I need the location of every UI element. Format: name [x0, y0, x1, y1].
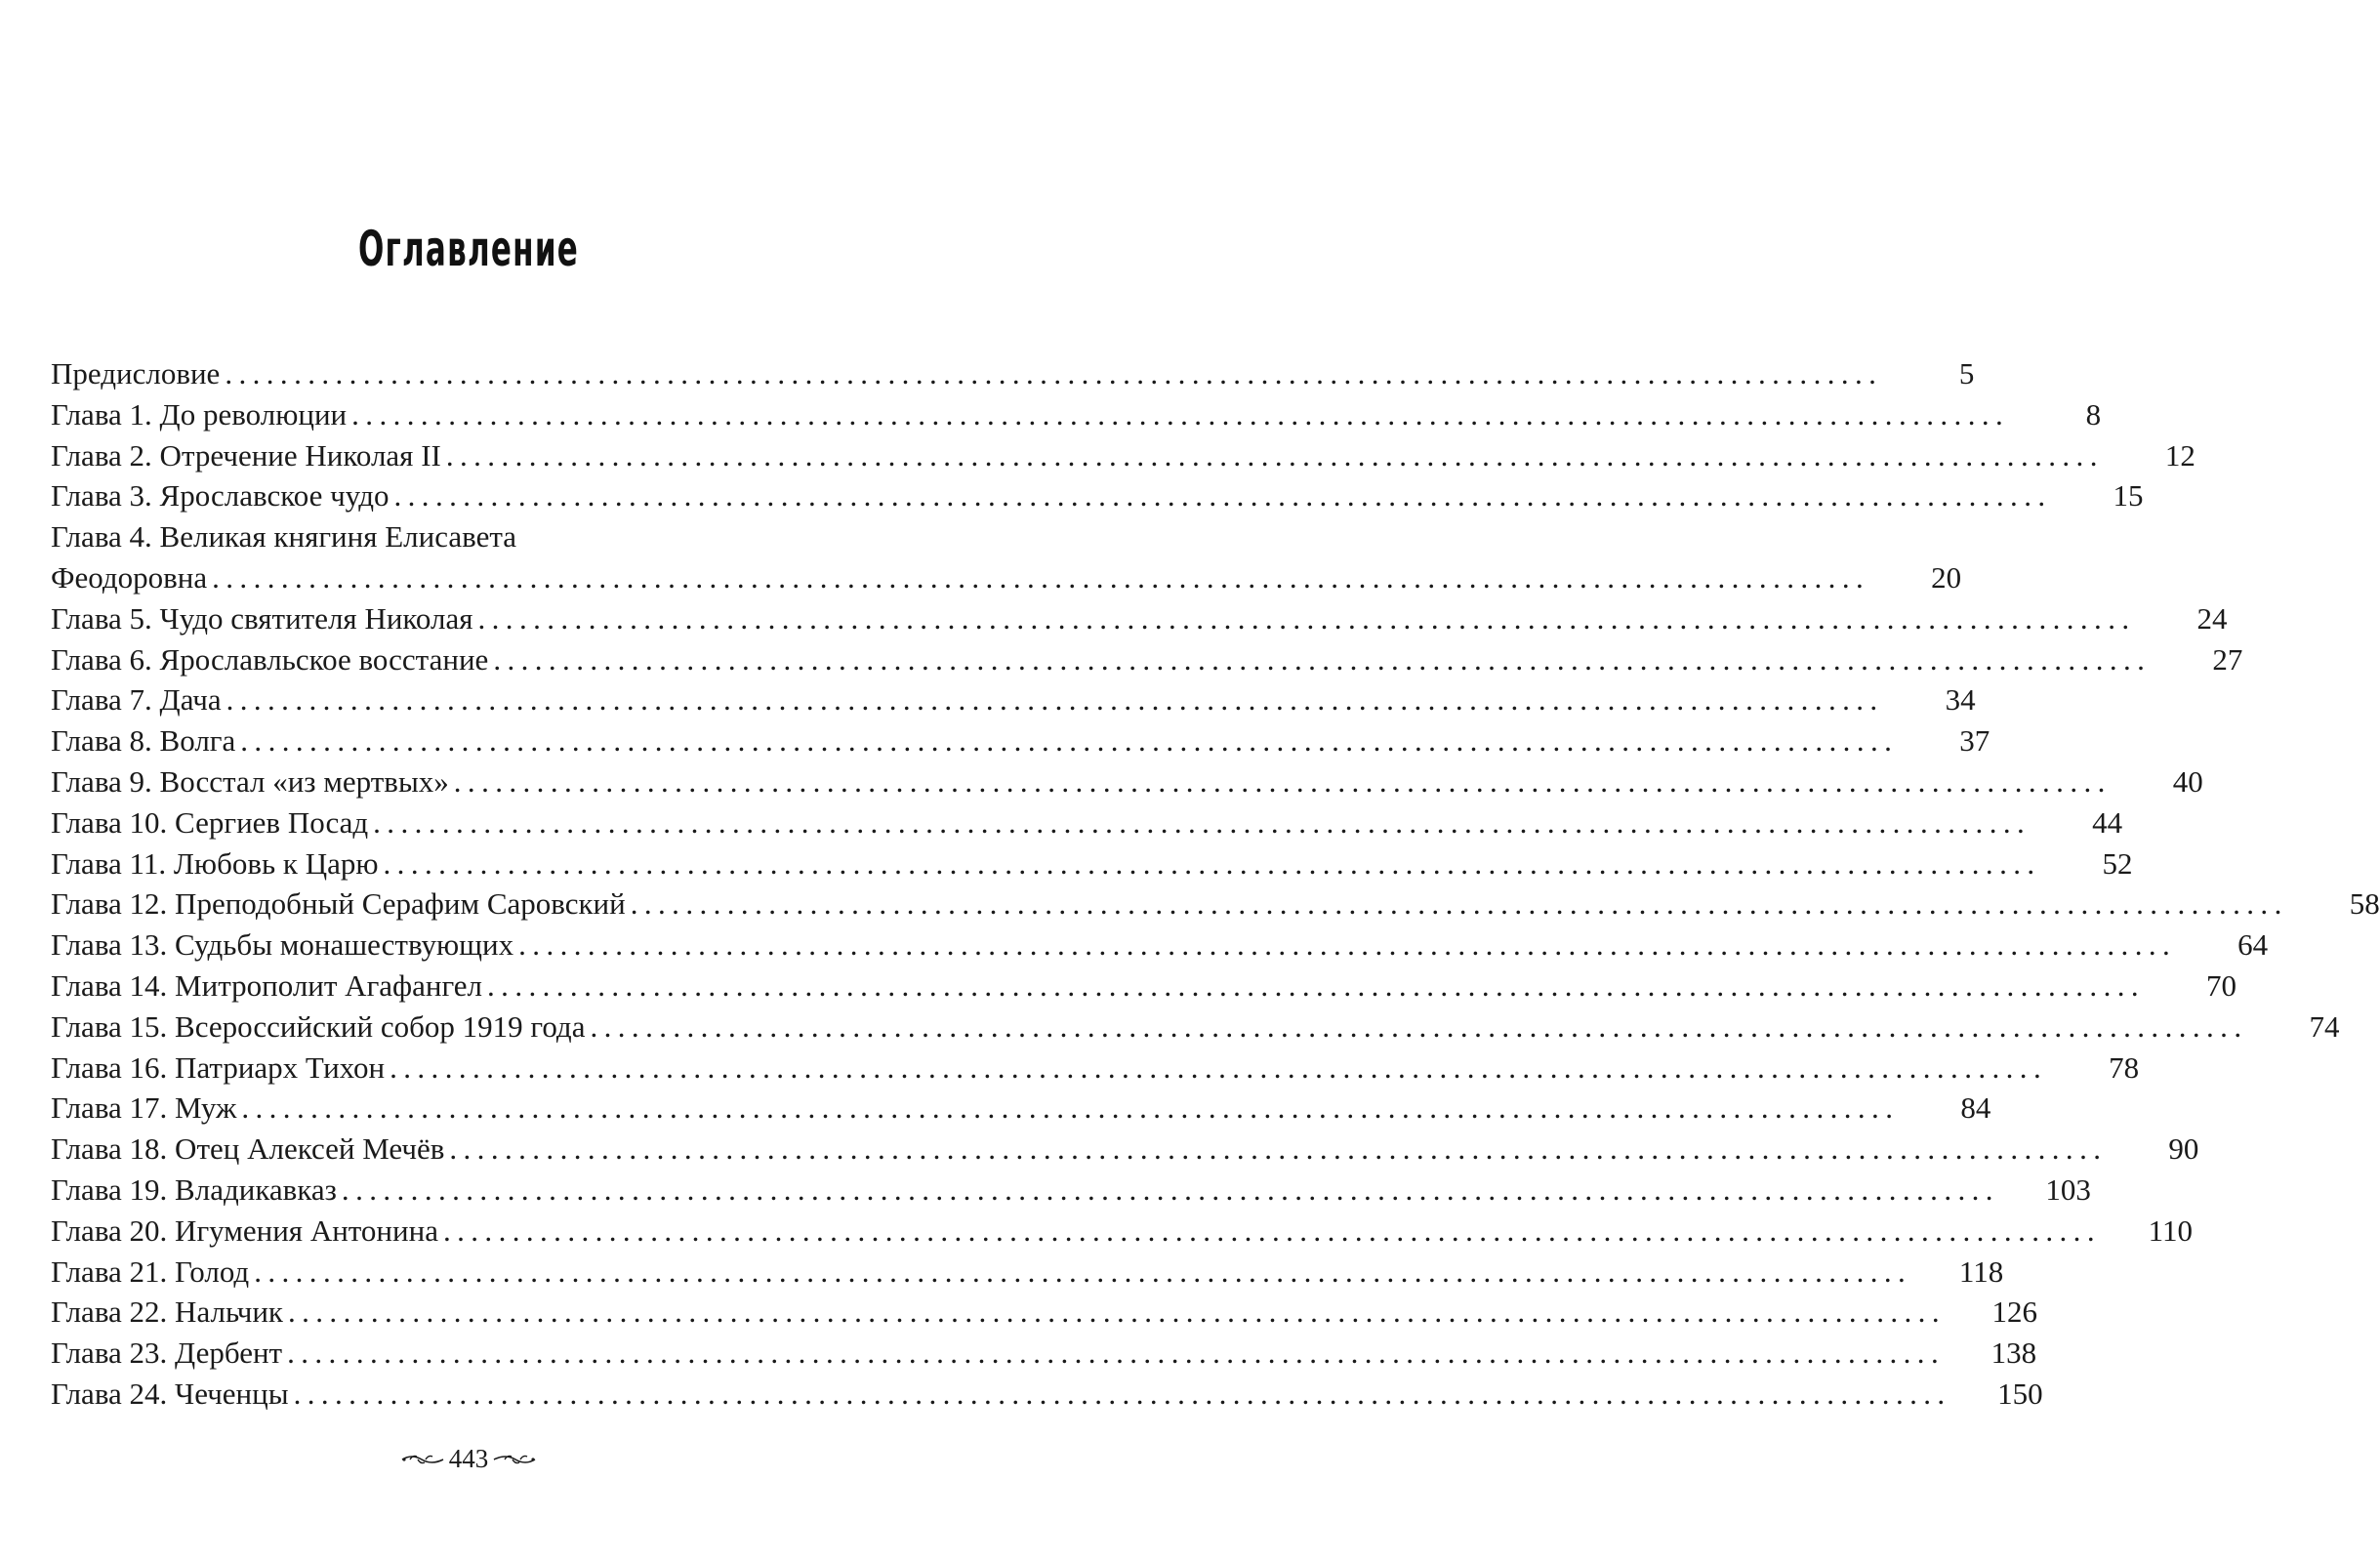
toc-entry-page: 27	[2212, 641, 2243, 677]
toc-entry-title: Глава 7. Дача	[51, 682, 222, 718]
toc-entry	[51, 394, 2102, 435]
toc-entry-title: Глава 1. До революции	[51, 396, 348, 432]
toc-entry	[51, 884, 2380, 925]
toc-entry-page: 64	[2237, 927, 2269, 963]
toc-entry	[51, 1292, 2037, 1333]
toc-entry-title: Глава 19. Владикавказ	[51, 1172, 337, 1207]
toc-entry	[51, 1211, 2193, 1252]
dot-leader: ........................................................................................................................	[287, 1336, 1946, 1371]
toc-entry-page: 74	[2309, 1008, 2340, 1044]
toc-entry-page: 70	[2206, 967, 2237, 1003]
toc-entry	[51, 598, 2228, 639]
dot-leader: ........................................................................................................................	[487, 967, 2146, 1003]
dot-leader: ........................................................................................................................	[449, 1131, 2108, 1167]
dot-leader: ........................................................................................................................	[518, 927, 2177, 963]
toc-entry-title: Глава 24. Чеченцы	[51, 1376, 289, 1411]
toc-entry-title: Глава 2. Отречение Николая II	[51, 437, 441, 473]
toc-entry-title: Глава 8. Волга	[51, 723, 236, 759]
toc-entry-title: Глава 15. Всероссийский собор 1919 года	[51, 1008, 586, 1044]
toc-entry-page: 78	[2109, 1049, 2140, 1085]
dot-leader: ........................................................................................................................	[212, 559, 1870, 595]
toc-entry-page: 8	[2085, 396, 2102, 432]
toc-entry-title: Глава 9. Восстал «из мертвых»	[51, 763, 449, 799]
toc-entry-title: Глава 16. Патриарх Тихон	[51, 1049, 386, 1085]
toc-entry-page: 44	[2092, 804, 2123, 840]
dot-leader: ........................................................................................................................	[293, 1376, 1951, 1411]
dot-leader: ........................................................................................................................	[590, 1008, 2248, 1044]
page-title: Оглавление	[357, 221, 580, 277]
dot-leader: ........................................................................................................................	[225, 356, 1883, 390]
dot-leader: ........................................................................................................................	[442, 1213, 2101, 1248]
toc-entry-page: 37	[1959, 723, 1990, 759]
toc-entry-title: Глава 13. Судьбы монашествующих	[51, 927, 514, 963]
toc-entry-page: 84	[1960, 1090, 1991, 1126]
toc-entry	[51, 925, 2269, 966]
toc-entry	[51, 843, 2133, 884]
dot-leader: ........................................................................................................................	[373, 804, 2031, 840]
toc-entry	[51, 802, 2123, 843]
toc-entry-page: 126	[1991, 1295, 2037, 1330]
toc-entry-page: 24	[2196, 600, 2228, 636]
toc-entry	[51, 761, 2203, 802]
page-footer	[0, 1444, 937, 1474]
dot-leader: ........................................................................................................................	[390, 1049, 2048, 1085]
toc-entry-page: 12	[2164, 437, 2195, 473]
toc-entry-page: 40	[2172, 763, 2203, 799]
toc-entry-title: Глава 3. Ярославское чудо	[51, 478, 390, 514]
toc-entry-title: Глава 5. Чудо святителя Николая	[51, 600, 473, 636]
dot-leader: ........................................................................................................................	[341, 1172, 1999, 1207]
toc-entry-title: Глава 22. Нальчик	[51, 1295, 283, 1330]
toc-entry-page: 52	[2102, 845, 2133, 881]
toc-entry	[51, 435, 2195, 476]
dot-leader: ........................................................................................................................	[393, 478, 2052, 514]
toc-entry-page: 138	[1990, 1336, 2037, 1371]
toc-entry-page: 103	[2045, 1172, 2091, 1207]
dot-leader: ........................................................................................................................	[240, 723, 1899, 759]
toc-entry-title: Глава 18. Отец Алексей Мечёв	[51, 1131, 445, 1167]
toc-entry-page: 20	[1931, 559, 1962, 595]
dot-leader: ........................................................................................................................	[477, 600, 2136, 636]
ornament-flourish-icon	[492, 1453, 537, 1466]
dot-leader: ........................................................................................................................	[630, 886, 2288, 922]
toc-entry-title: Глава 6. Ярославльское восстание	[51, 641, 489, 677]
toc-entry	[51, 516, 804, 557]
toc-entry	[51, 966, 2237, 1007]
toc-entry-title: Глава 23. Дербент	[51, 1336, 283, 1371]
dot-leader: ........................................................................................................................	[453, 763, 2112, 799]
toc-entry-title: Глава 14. Митрополит Агафангел	[51, 967, 483, 1003]
toc-entry	[51, 353, 1975, 394]
toc-entry-page: 90	[2168, 1131, 2199, 1167]
toc-entry	[51, 679, 1976, 720]
dot-leader: ........................................................................................................................	[383, 845, 2041, 881]
toc-entry	[51, 1007, 2340, 1048]
toc-entry-title: Глава 11. Любовь к Царю	[51, 845, 379, 881]
toc-entry-title: Глава 21. Голод	[51, 1254, 250, 1289]
toc-entry-title: Глава 20. Игумения Антонина	[51, 1213, 438, 1248]
toc-entry	[51, 1374, 2043, 1415]
dot-leader: ........................................................................................................................	[241, 1090, 1900, 1126]
toc-entry-title: Феодоровна	[51, 559, 208, 595]
toc-entry	[51, 475, 2144, 516]
dot-leader: ........................................................................................................................	[254, 1254, 1912, 1289]
ornament-flourish-icon	[400, 1453, 445, 1466]
dot-leader: ........................................................................................................................	[493, 641, 2152, 677]
toc-entry-page: 150	[1997, 1376, 2043, 1411]
dot-leader: ........................................................................................................................	[351, 396, 2010, 432]
toc-entry	[51, 1129, 2199, 1170]
toc-entry-page: 110	[2148, 1213, 2193, 1248]
toc-entry-title: Глава 10. Сергиев Посад	[51, 804, 369, 840]
toc-entry	[51, 720, 1990, 761]
toc-entry-page: 34	[1945, 682, 1976, 718]
toc-entry-title: Глава 4. Великая княгиня Елисавета	[51, 519, 517, 555]
toc-entry	[51, 1170, 2091, 1211]
toc-entry-title: Глава 12. Преподобный Серафим Саровский	[51, 886, 626, 922]
toc-entry	[51, 1088, 1991, 1129]
toc-entry-title: Глава 17. Муж	[51, 1090, 237, 1126]
toc-entry-page: 15	[2113, 478, 2144, 514]
toc-entry-page: 58	[2349, 886, 2380, 922]
page-number: 443	[448, 1444, 489, 1473]
toc-entry-title: Предисловие	[51, 356, 221, 390]
toc-entry	[51, 557, 1962, 598]
table-of-contents	[51, 353, 2380, 1415]
toc-entry-page: 118	[1958, 1254, 2004, 1289]
toc-entry-page: 5	[1958, 356, 1975, 390]
dot-leader: ........................................................................................................................	[287, 1295, 1946, 1330]
toc-entry	[51, 1333, 2037, 1374]
dot-leader: ........................................................................................................................	[445, 437, 2104, 473]
dot-leader: ........................................................................................................................	[226, 682, 1884, 718]
toc-entry	[51, 639, 2243, 680]
toc-entry	[51, 1252, 2004, 1293]
toc-entry	[51, 1048, 2140, 1089]
